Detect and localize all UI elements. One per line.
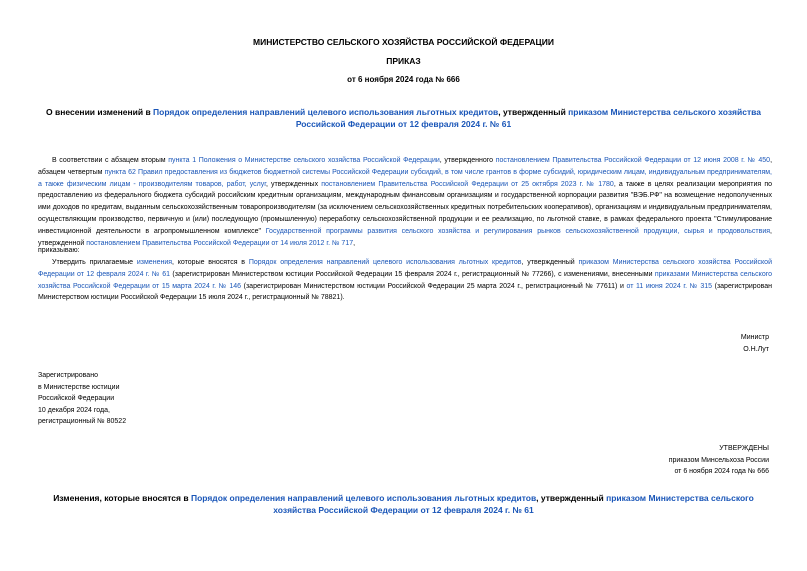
approve-text: (зарегистрирован Министерством юстиции Российской Федерации 15 февраля 2024 г., регистрационный № 77266), с изменениями, внесенными bbox=[170, 270, 655, 278]
registration-line: регистрационный № 80522 bbox=[38, 418, 127, 425]
approved-line: приказом Минсельхоза России bbox=[668, 456, 769, 464]
approve-text: Утвердить прилагаемые bbox=[52, 259, 137, 266]
link-subsidy-rules[interactable]: пункта 62 Правил предоставления из бюджетов бюджетной системы Российской Федерации субсидий, в том числе грантов в форме субсидий, юридическим лицам, индивидуальным предпринимателям, а также физическим лицам - производителям товаров, работ, услуг bbox=[38, 168, 772, 188]
registration-line: в Министерстве юстиции bbox=[38, 383, 120, 391]
link-changes[interactable]: изменения bbox=[136, 259, 173, 266]
link-decree-1780[interactable]: постановлением Правительства Российской Федерации от 25 октября 2023 г. № 1780 bbox=[321, 180, 614, 188]
link-order-146[interactable]: приказами Министерства сельского хозяйства Российской Федерации от 15 марта 2024 г. № 146 bbox=[38, 270, 773, 290]
link-decree-717[interactable]: постановлением Правительства Российской Федерации от 14 июля 2012 г. № 717 bbox=[86, 239, 354, 247]
signature-name: О.Н.Лут bbox=[743, 345, 769, 353]
title-prefix: О внесении изменений в bbox=[46, 107, 154, 117]
order-word: приказываю: bbox=[38, 247, 80, 254]
ministry-heading: МИНИСТЕРСТВО СЕЛЬСКОГО ХОЗЯЙСТВА РОССИЙСКОЙ ФЕДЕРАЦИИ bbox=[253, 37, 554, 47]
approve-text: (зарегистрирован Министерством юстиции Российской Федерации 15 июля 2024 г., регистрационный № 78821). bbox=[38, 282, 772, 302]
approved-line: от 6 ноября 2024 года № 666 bbox=[674, 468, 769, 475]
registration-line: 10 декабря 2024 года, bbox=[38, 406, 110, 414]
preamble-paragraph bbox=[38, 155, 772, 249]
link-procedure[interactable]: Порядок определения направлений целевого использования льготных кредитов bbox=[248, 259, 522, 266]
approve-text: (зарегистрирован Министерством юстиции Российской Федерации 25 марта 2024 г., регистрационный № 77611) и bbox=[241, 282, 627, 290]
doc-date-number: от 6 ноября 2024 года № 666 bbox=[347, 75, 460, 84]
registration-line: Российской Федерации bbox=[38, 395, 115, 402]
preamble-text: , утвержденного bbox=[439, 157, 496, 164]
link-order-315[interactable]: от 11 июня 2024 г. № 315 bbox=[626, 282, 713, 290]
approve-paragraph bbox=[38, 257, 772, 304]
doc-type-heading: ПРИКАЗ bbox=[386, 56, 421, 66]
registration-block bbox=[38, 370, 126, 428]
changes-link-procedure[interactable]: Порядок определения направлений целевого использования льготных кредитов bbox=[190, 493, 537, 503]
changes-title-middle: , утвержденный bbox=[536, 493, 607, 503]
order-title bbox=[30, 106, 777, 130]
link-ministry-regulation[interactable]: пункта 1 Положения о Министерстве сельского хозяйства Российской Федерации bbox=[168, 157, 440, 164]
signature-block bbox=[741, 332, 769, 355]
preamble-text: , bbox=[353, 239, 356, 247]
changes-title-prefix: Изменения, которые вносятся в bbox=[53, 493, 191, 503]
preamble-text: В соответствии с абзацем вторым bbox=[52, 157, 169, 164]
signature-role: Министр bbox=[740, 334, 769, 341]
preamble-text: , утвержденных bbox=[265, 180, 322, 188]
title-link-order-61[interactable]: приказом Министерства сельского хозяйства Российской Федерации от 12 февраля 2024 г. № 61 bbox=[295, 107, 761, 129]
link-decree-450[interactable]: постановлением Правительства Российской Федерации от 12 июня 2008 г. № 450 bbox=[495, 157, 771, 164]
approved-title: УТВЕРЖДЕНЫ bbox=[719, 445, 769, 452]
approve-text: , утвержденный bbox=[521, 259, 579, 266]
title-link-procedure[interactable]: Порядок определения направлений целевого использования льготных кредитов bbox=[153, 107, 499, 117]
registration-line: Зарегистрировано bbox=[38, 372, 98, 379]
preamble-text: , утвержденной bbox=[38, 227, 772, 247]
approve-text: , которые вносятся в bbox=[172, 259, 249, 266]
title-middle: , утвержденный bbox=[498, 107, 569, 117]
approved-block bbox=[669, 443, 769, 478]
link-order-61[interactable]: приказом Министерства сельского хозяйства Российской Федерации от 12 февраля 2024 г. № 61 bbox=[38, 259, 772, 278]
link-state-program[interactable]: Государственной программы развития сельского хозяйства и регулирования рынков сельскохозяйственной продукции, сырья и продовольствия bbox=[265, 227, 771, 235]
changes-title bbox=[40, 492, 767, 516]
preamble-text: , абзацем четвертым bbox=[38, 157, 773, 176]
preamble-text: , а также в целях реализации мероприятия по предоставлению из федерального бюджета субсидий российским кредитным организациям, международным финансовым организациям и государственной корпорации развития "ВЭБ.РФ" на возмещение недополученных ими доходов по кредитам, выданным сельскохозяйственным товаропроизводителям (за исключением сельскохозяйственных кредитных потребительских кооперативов), организациям и индивидуальным предпринимателям, осуществляющим производство, первичную и (или) последующую (промышленную) переработку сельскохозяйственной продукции и ее реализацию, по льготной ставке, в рамках федерального проекта "Стимулирование инвестиционной деятельности в агропромышленном комплексе" bbox=[38, 180, 773, 235]
changes-link-order-61[interactable]: приказом Министерства сельского хозяйства Российской Федерации от 12 февраля 2024 г. № 61 bbox=[273, 493, 754, 515]
